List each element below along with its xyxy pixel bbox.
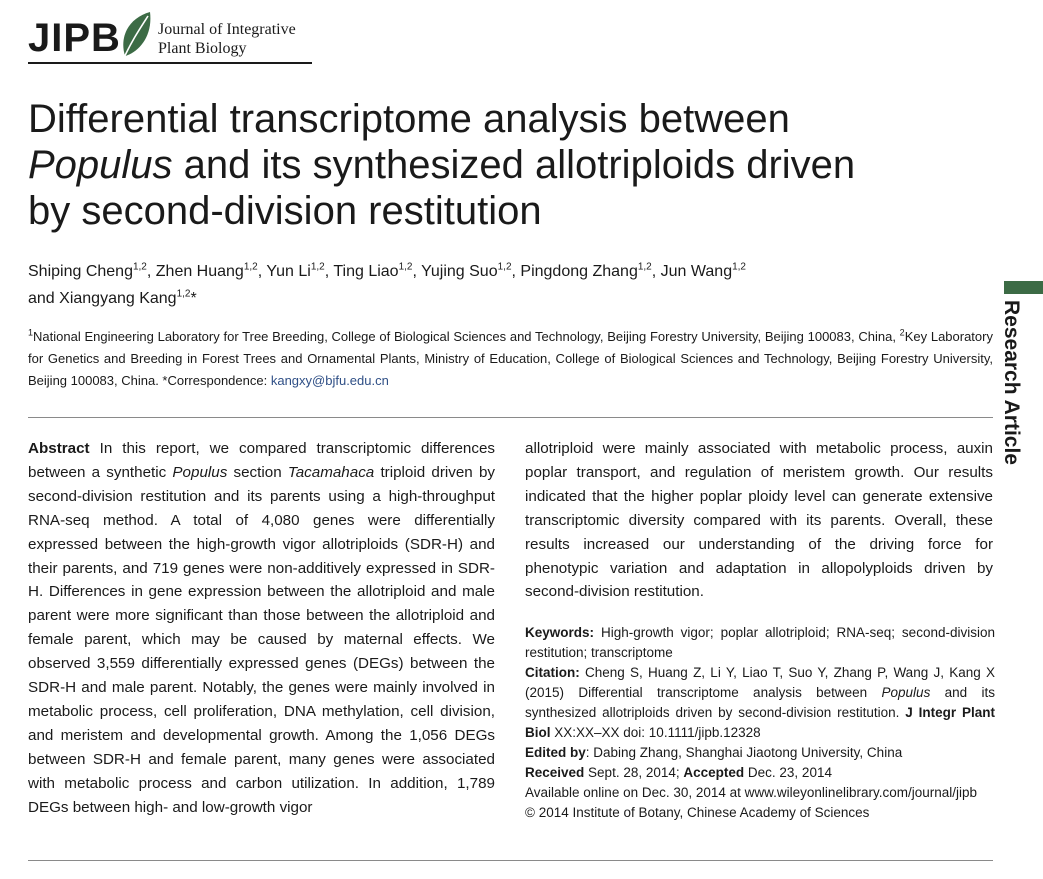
keywords-text: High-growth vigor; poplar allotriploid; RNA-seq; second-division restitution; transcriptome — [525, 625, 995, 660]
dates — [525, 763, 995, 783]
abstract-column-left — [28, 437, 495, 820]
edited-by — [525, 743, 995, 763]
author-affiliation-marker: 1,2 — [732, 261, 746, 273]
citation — [525, 663, 995, 743]
citation-journal: J Integr Plant Biol — [525, 705, 996, 740]
abstract-label: Abstract — [28, 440, 90, 457]
author: Shiping Cheng — [28, 263, 133, 280]
author-separator: , — [146, 263, 156, 280]
article-type-label: Research Article — [1000, 300, 1023, 465]
abstract-text: triploid driven by second-division restitution and its parents using a high-throughput RNA-seq method. A total of 4,080 genes were differentially expressed between the high-growth vigor allotriploids (SDR-H) and their parents, and 719 genes were non-additively expressed in SDR-H. Differences in gene expression between the allotriploid and male parent were more significant than those between the allotriploid and female parent, which may be caused by maternal effects. We observed 3,559 differentially expressed genes (DEGs) between the SDR-H and male parent. Notably, the genes were mainly involved in metabolic process, cell proliferation, DNA methylation, cell division, and meristem and developmental growth. Among the 1,056 DEGs between SDR-H and female parent, many genes were associated with metabolic process and carbon utilization. In addition, 1,789 DEGs between high- and low-growth vigor — [28, 463, 496, 816]
keywords-label: Keywords: — [525, 625, 595, 640]
author: Zhen Huang — [155, 263, 244, 280]
abstract-genus: Populus — [172, 463, 228, 481]
author-affiliation-marker: 1,2 — [398, 261, 413, 273]
article-title — [28, 96, 988, 234]
author: Pingdong Zhang — [520, 263, 638, 280]
copyright: © 2014 Institute of Botany, Chinese Academy of Sciences — [525, 805, 870, 820]
author-separator: , — [257, 263, 267, 280]
logo-underline — [28, 62, 312, 64]
author-affiliation-marker: 1,2 — [132, 261, 147, 273]
title-line-1: Differential transcriptome analysis between — [28, 97, 790, 141]
accepted-date: Dec. 23, 2014 — [744, 765, 832, 780]
journal-name — [158, 20, 296, 58]
received-date: Sept. 28, 2014; — [584, 765, 684, 780]
author-affiliation-marker: 1,2 — [176, 288, 191, 300]
affiliation-marker: 1 — [28, 327, 34, 338]
author-separator: , — [324, 263, 334, 280]
author-separator: , — [651, 263, 661, 280]
article-type-tab — [1004, 281, 1043, 294]
accepted-label: Accepted — [683, 765, 745, 780]
author-affiliation-marker: 1,2 — [637, 261, 652, 273]
affiliation-2: Key Laboratory for Genetics and Breeding in Forest Trees and Ornamental Plants, Ministry of Education, College of Biological Sciences and Technology, Beijing Forestry University, Beijing 100083, China. *Correspondence: — [28, 329, 993, 388]
citation-genus: Populus — [881, 685, 931, 700]
author-separator: , — [412, 263, 422, 280]
journal-logo — [28, 8, 312, 66]
abstract-text: In this report, we compared transcriptomic differences between a synthetic — [28, 440, 495, 481]
author-separator: , — [511, 263, 521, 280]
keywords — [525, 623, 995, 663]
abstract-column-right: allotriploid were mainly associated with metabolic process, auxin poplar transport, and regulation of meristem growth. Our results indicated that the higher poplar ploidy level can generate extensive transcriptomic diversity compared with its parents. Overall, these results increased our understanding of the driving force for phenotypic variation and adaptation in allopolyploids driven by second-division restitution. — [525, 440, 993, 601]
affiliation-marker: 2 — [899, 327, 905, 338]
author-affiliation-marker: 1,2 — [243, 261, 258, 273]
journal-name-line1: Journal of Integrative — [158, 21, 296, 38]
affiliations — [28, 326, 993, 392]
title-line-3: by second-division restitution — [28, 189, 542, 233]
article-metadata — [525, 623, 995, 823]
footer-divider — [28, 860, 993, 861]
affiliation-1: National Engineering Laboratory for Tree Breeding, College of Biological Sciences and Technology, Beijing Forestry University, Beijing 100083, China, — [33, 329, 900, 344]
correspondence-email-link[interactable]: kangxy@bjfu.edu.cn — [270, 373, 389, 388]
online-availability: Available online on Dec. 30, 2014 at www.wileyonlinelibrary.com/journal/jipb — [525, 785, 977, 800]
author-list — [28, 258, 928, 312]
author-affiliation-marker: 1,2 — [497, 261, 512, 273]
title-genus: Populus — [28, 143, 173, 187]
edited-by-label: Edited by — [525, 745, 586, 760]
title-line-2: and its synthesized allotriploids driven — [172, 143, 856, 187]
journal-abbreviation: JIPB — [28, 16, 121, 60]
author: Ting Liao — [333, 263, 399, 280]
citation-doi: XX:XX–XX doi: 10.1111/jipb.12328 — [550, 725, 761, 740]
journal-name-line2: Plant Biology — [158, 40, 247, 57]
citation-text: and its synthesized allotriploids driven by second-division restitution. — [525, 685, 996, 720]
section-divider — [28, 417, 993, 418]
author: and Xiangyang Kang — [28, 290, 177, 307]
abstract-section-name: Tacamahaca — [287, 463, 375, 481]
citation-text: Cheng S, Huang Z, Li Y, Liao T, Suo Y, Zhang P, Wang J, Kang X (2015) Differential transcriptome analysis between — [525, 665, 995, 700]
received-label: Received — [525, 765, 585, 780]
citation-label: Citation: — [525, 665, 580, 680]
author: Jun Wang — [660, 263, 733, 280]
leaf-icon — [117, 10, 155, 62]
author: Yun Li — [266, 263, 311, 280]
author-affiliation-marker: 1,2 — [310, 261, 325, 273]
abstract-text: section — [227, 463, 288, 481]
corresponding-marker: * — [190, 290, 197, 307]
edited-by-text: : Dabing Zhang, Shanghai Jiaotong University, China — [585, 745, 903, 760]
author: Yujing Suo — [421, 263, 498, 280]
